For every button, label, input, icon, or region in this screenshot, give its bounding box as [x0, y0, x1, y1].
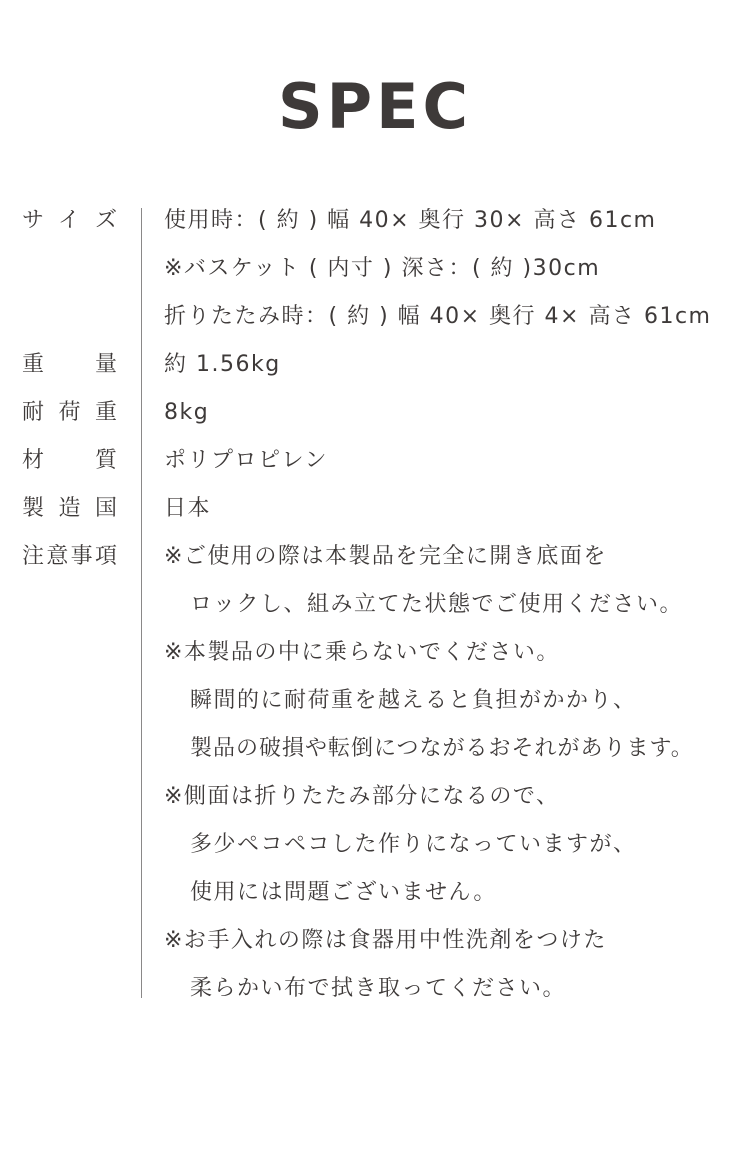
note-line: ※側面は折りたたみ部分になるので、	[164, 784, 560, 809]
note-line: 柔らかい布で拭き取ってください。	[190, 976, 567, 1001]
note-line: 製品の破損や転倒につながるおそれがあります。	[190, 736, 694, 761]
spec-label: 製造国	[22, 496, 118, 521]
note-line: 瞬間的に耐荷重を越えると負担がかかり、	[190, 688, 637, 713]
spec-label: 耐荷重	[22, 400, 118, 425]
spec-label: 材質	[22, 448, 118, 473]
page-title: SPEC	[278, 70, 472, 143]
note-line: ※ご使用の際は本製品を完全に開き底面を	[164, 544, 607, 569]
spec-value-line: 使用時：( 約 ) 幅 40× 奥行 30× 高さ 61cm	[164, 208, 657, 233]
spec-value-line: ※バスケット ( 内寸 ) 深さ：( 約 )30cm	[164, 256, 601, 281]
note-line: 多少ペコペコした作りになっていますが、	[190, 832, 637, 857]
note-line: ロックし、組み立てた状態でご使用ください。	[190, 592, 684, 617]
note-line: ※本製品の中に乗らないでください。	[164, 640, 560, 665]
spec-value-line: ポリプロピレン	[164, 448, 328, 473]
spec-label: サイズ	[22, 208, 118, 233]
note-line: 使用には問題ございません。	[190, 880, 497, 905]
column-divider	[141, 208, 142, 998]
spec-value-line: 8kg	[164, 400, 210, 425]
spec-label: 注意事項	[22, 544, 118, 569]
spec-value-line: 日本	[164, 496, 212, 521]
spec-value-line: 折りたたみ時：( 約 ) 幅 40× 奥行 4× 高さ 61cm	[164, 304, 712, 329]
spec-value-line: 約 1.56kg	[164, 352, 281, 377]
note-line: ※お手入れの際は食器用中性洗剤をつけた	[164, 928, 607, 953]
spec-label: 重量	[22, 352, 118, 377]
